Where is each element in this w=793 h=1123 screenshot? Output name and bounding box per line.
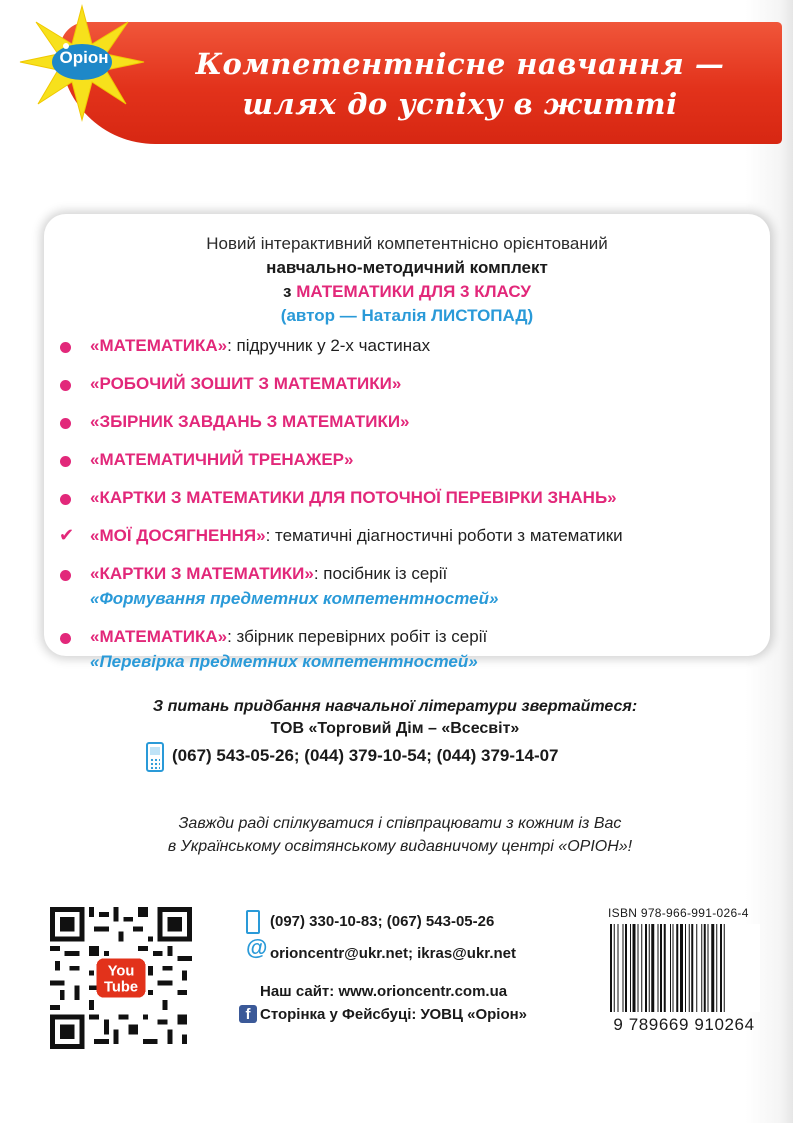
barcode-bar: [724, 924, 725, 1012]
barcode-bar: [641, 924, 642, 1012]
barcode-bar: [691, 924, 693, 1012]
purchase-company: ТОВ «Торговий Дім – «Всесвіт»: [270, 720, 520, 737]
greeting-line-2: в Українському освітянському видавничому центрі «ОРІОН»!: [167, 838, 633, 855]
footer-site[interactable]: Наш сайт: www.orioncentr.com.ua: [260, 983, 508, 1000]
barcode-bar: [633, 924, 636, 1012]
item-title: «ЗБІРНИК ЗАВДАНЬ З МАТЕМАТИКИ»: [90, 412, 410, 431]
bullet-icon: [60, 342, 71, 353]
item-desc: : підручник у 2-х частинах: [227, 336, 431, 355]
intro-line-3: [44, 280, 770, 304]
list-item: [56, 561, 766, 611]
footer-phones[interactable]: (097) 330-10-83; (067) 543-05-26: [270, 913, 495, 930]
facebook-icon: f: [239, 1005, 257, 1023]
barcode-bar: [704, 924, 706, 1012]
card-intro: [44, 232, 770, 328]
intro-prefix: з: [283, 282, 297, 301]
barcode-bar: [623, 924, 624, 1012]
intro-author: (автор — Наталія ЛИСТОПАД): [280, 306, 534, 325]
intro-line-2: навчально-методичний комплект: [266, 258, 548, 277]
product-list: [56, 333, 766, 674]
greeting: [40, 812, 760, 858]
barcode-bar: [696, 924, 697, 1012]
barcode-bar: [708, 924, 709, 1012]
barcode-bar: [614, 924, 615, 1012]
intro-line-1: Новий інтерактивний компетентнісно орієнтований: [206, 234, 608, 253]
item-title: «МАТЕМАТИЧНИЙ ТРЕНАЖЕР»: [90, 450, 354, 469]
intro-subject: МАТЕМАТИКИ ДЛЯ 3 КЛАСУ: [296, 282, 531, 301]
purchase-question: З питань придбання навчальної літератури звертайтеся:: [152, 698, 638, 715]
bullet-icon: [60, 380, 71, 391]
purchase-phones[interactable]: (067) 543-05-26; (044) 379-10-54; (044) 379-14-07: [172, 746, 559, 765]
greeting-line-1: Завжди раді спілкуватися і співпрацювати з кожним із Вас: [178, 815, 622, 832]
qr-badge-line-1: You: [107, 963, 135, 980]
list-item: [56, 485, 766, 510]
slogan-line-2: шлях до успіху в житті: [242, 87, 678, 121]
list-item: [56, 409, 766, 434]
item-series: «Перевірка предметних компетентностей»: [90, 652, 478, 671]
barcode-bar: [625, 924, 627, 1012]
barcode-bar: [649, 924, 650, 1012]
barcode: [608, 924, 760, 1012]
barcode-bar: [670, 924, 671, 1012]
list-item: [56, 624, 766, 674]
bullet-icon: [60, 418, 71, 429]
footer-facebook[interactable]: Сторінка у Фейсбуці: УОВЦ «Оріон»: [260, 1006, 528, 1023]
barcode-bar: [689, 924, 690, 1012]
barcode-bar: [660, 924, 662, 1012]
barcode-bar: [716, 924, 717, 1012]
purchase-info: [40, 696, 750, 740]
qr-badge-line-2: Tube: [104, 979, 138, 996]
list-item: [56, 447, 766, 472]
item-series: «Формування предметних компетентностей»: [90, 589, 499, 608]
mobile-phone-icon: [246, 910, 260, 934]
email-at-icon: @: [246, 935, 268, 960]
barcode-bar: [676, 924, 678, 1012]
barcode-bar: [701, 924, 702, 1012]
item-desc: : тематичні діагностичні роботи з математики: [265, 526, 623, 545]
qr-code[interactable]: [50, 907, 192, 1049]
bullet-icon: [60, 456, 71, 467]
barcode-bar: [673, 924, 674, 1012]
barcode-bar: [610, 924, 612, 1012]
item-desc: : посібник із серії: [313, 564, 448, 583]
list-item: [56, 371, 766, 396]
purchase-phones-row: [146, 742, 559, 776]
bullet-icon: [60, 570, 71, 581]
barcode-bar: [651, 924, 654, 1012]
slogan-line-1: Компетентнісне навчання —: [195, 47, 725, 81]
bullet-icon: [60, 494, 71, 505]
item-title: «МАТЕМАТИКА»: [90, 627, 228, 646]
barcode-bar: [618, 924, 619, 1012]
barcode-bar: [638, 924, 639, 1012]
barcode-bar: [658, 924, 659, 1012]
bullet-icon: [60, 633, 71, 644]
page-edge: [780, 0, 793, 1123]
isbn: ISBN 978-966-991-026-4: [608, 906, 749, 920]
barcode-bar: [645, 924, 647, 1012]
item-desc: : збірник перевірних робіт із серії: [227, 627, 488, 646]
footer-emails[interactable]: orioncentr@ukr.net; ikras@ukr.net: [270, 945, 516, 962]
list-item: [56, 333, 766, 358]
logo-text: Оріон: [59, 48, 109, 67]
barcode-bar: [685, 924, 686, 1012]
checkmark-icon: ✔: [59, 525, 75, 545]
barcode-number: 9 789669 910264: [613, 1015, 755, 1034]
item-title: «РОБОЧИЙ ЗОШИТ З МАТЕМАТИКИ»: [90, 374, 402, 393]
barcode-bar: [664, 924, 666, 1012]
header-slogan: [150, 44, 770, 124]
barcode-bar: [680, 924, 683, 1012]
list-item: [56, 523, 766, 548]
item-title: «КАРТКИ З МАТЕМАТИКИ»: [90, 564, 314, 583]
mobile-phone-icon: [146, 742, 164, 772]
barcode-bar: [630, 924, 631, 1012]
item-title: «МАТЕМАТИКА»: [90, 336, 228, 355]
barcode-bar: [711, 924, 714, 1012]
item-title: «КАРТКИ З МАТЕМАТИКИ ДЛЯ ПОТОЧНОЇ ПЕРЕВІРКИ ЗНАНЬ»: [90, 488, 617, 507]
item-title: «МОЇ ДОСЯГНЕННЯ»: [90, 526, 266, 545]
barcode-bar: [720, 924, 722, 1012]
